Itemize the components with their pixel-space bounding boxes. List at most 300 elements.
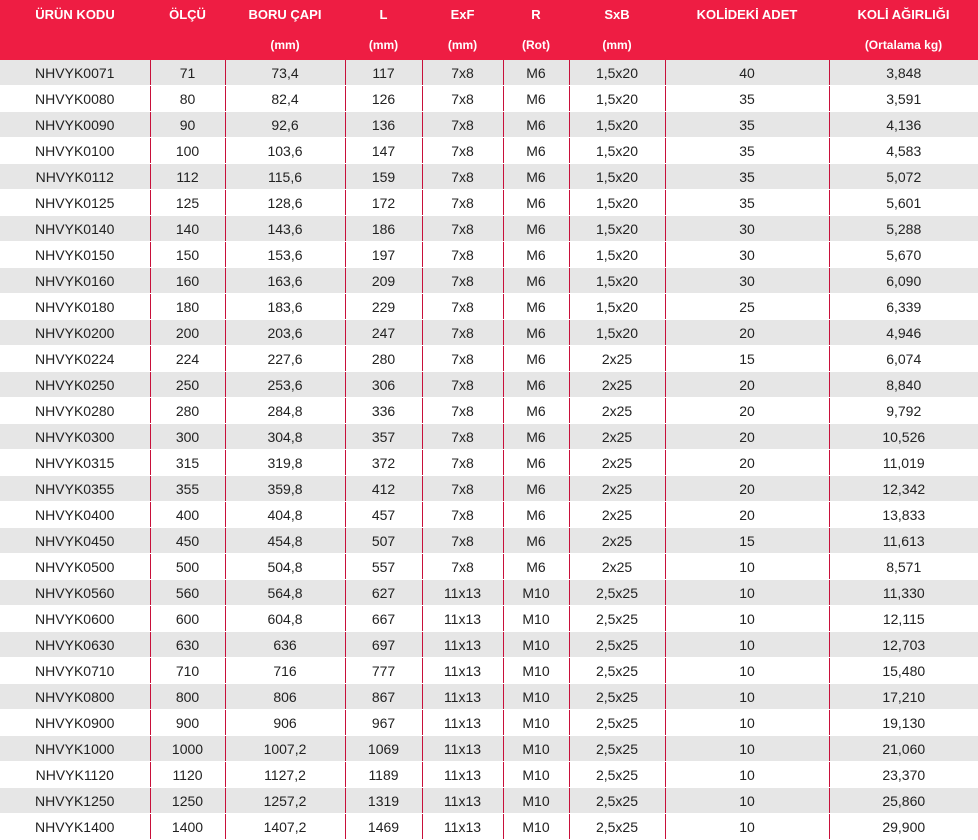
table-row [0,788,978,814]
cell-r: M6 [503,190,569,216]
cell-l: 867 [345,684,422,710]
cell-urun-kodu: NHVYK0160 [0,268,150,294]
cell-kolideki-adet: 10 [665,814,829,840]
cell-l: 159 [345,164,422,190]
cell-exf: 11x13 [422,684,503,710]
cell-kolideki-adet: 30 [665,268,829,294]
cell-olcu: 71 [150,60,225,86]
table-row [0,528,978,554]
cell-olcu: 600 [150,606,225,632]
cell-r: M10 [503,684,569,710]
header-r: R [503,0,569,30]
cell-urun-kodu: NHVYK0280 [0,398,150,424]
cell-r: M10 [503,762,569,788]
cell-l: 967 [345,710,422,736]
cell-urun-kodu: NHVYK1120 [0,762,150,788]
cell-exf: 7x8 [422,86,503,112]
cell-exf: 7x8 [422,476,503,502]
table-row [0,606,978,632]
cell-urun-kodu: NHVYK0180 [0,294,150,320]
cell-kolideki-adet: 10 [665,658,829,684]
cell-koli-agirligi: 3,848 [829,60,978,86]
cell-boru-capi: 906 [225,710,345,736]
unit-exf: (mm) [422,30,503,60]
cell-l: 627 [345,580,422,606]
cell-kolideki-adet: 35 [665,164,829,190]
cell-sxb: 1,5x20 [569,242,665,268]
cell-r: M6 [503,476,569,502]
header-kolideki-adet: KOLİDEKİ ADET [665,0,829,30]
table-row [0,736,978,762]
cell-exf: 7x8 [422,528,503,554]
cell-olcu: 900 [150,710,225,736]
cell-r: M6 [503,60,569,86]
cell-koli-agirligi: 11,613 [829,528,978,554]
cell-exf: 7x8 [422,398,503,424]
table-row [0,320,978,346]
cell-kolideki-adet: 20 [665,476,829,502]
cell-boru-capi: 404,8 [225,502,345,528]
cell-koli-agirligi: 11,019 [829,450,978,476]
table-row [0,86,978,112]
cell-r: M10 [503,736,569,762]
cell-boru-capi: 564,8 [225,580,345,606]
cell-kolideki-adet: 10 [665,580,829,606]
cell-boru-capi: 183,6 [225,294,345,320]
cell-koli-agirligi: 12,342 [829,476,978,502]
cell-urun-kodu: NHVYK0315 [0,450,150,476]
cell-urun-kodu: NHVYK0200 [0,320,150,346]
cell-exf: 11x13 [422,762,503,788]
cell-kolideki-adet: 30 [665,242,829,268]
cell-sxb: 2x25 [569,502,665,528]
cell-urun-kodu: NHVYK0100 [0,138,150,164]
cell-olcu: 450 [150,528,225,554]
cell-l: 1319 [345,788,422,814]
cell-exf: 7x8 [422,450,503,476]
cell-urun-kodu: NHVYK0300 [0,424,150,450]
cell-kolideki-adet: 35 [665,86,829,112]
cell-kolideki-adet: 10 [665,710,829,736]
unit-r: (Rot) [503,30,569,60]
cell-sxb: 1,5x20 [569,138,665,164]
cell-exf: 7x8 [422,242,503,268]
cell-boru-capi: 454,8 [225,528,345,554]
table-row [0,216,978,242]
cell-l: 1189 [345,762,422,788]
cell-boru-capi: 115,6 [225,164,345,190]
cell-sxb: 1,5x20 [569,60,665,86]
cell-sxb: 1,5x20 [569,86,665,112]
cell-l: 557 [345,554,422,580]
cell-koli-agirligi: 10,526 [829,424,978,450]
cell-l: 336 [345,398,422,424]
table-row [0,190,978,216]
cell-koli-agirligi: 5,288 [829,216,978,242]
cell-r: M10 [503,632,569,658]
cell-l: 147 [345,138,422,164]
cell-r: M6 [503,164,569,190]
cell-r: M6 [503,268,569,294]
cell-r: M6 [503,216,569,242]
cell-exf: 11x13 [422,658,503,684]
cell-r: M6 [503,528,569,554]
cell-olcu: 315 [150,450,225,476]
cell-urun-kodu: NHVYK0140 [0,216,150,242]
cell-kolideki-adet: 10 [665,684,829,710]
cell-kolideki-adet: 15 [665,528,829,554]
cell-boru-capi: 203,6 [225,320,345,346]
cell-sxb: 2,5x25 [569,762,665,788]
cell-exf: 7x8 [422,372,503,398]
cell-r: M6 [503,346,569,372]
cell-kolideki-adet: 10 [665,762,829,788]
cell-koli-agirligi: 4,136 [829,112,978,138]
cell-kolideki-adet: 10 [665,554,829,580]
cell-kolideki-adet: 15 [665,346,829,372]
cell-exf: 7x8 [422,424,503,450]
cell-boru-capi: 359,8 [225,476,345,502]
cell-olcu: 250 [150,372,225,398]
table-row [0,242,978,268]
cell-r: M6 [503,294,569,320]
cell-koli-agirligi: 5,670 [829,242,978,268]
cell-exf: 7x8 [422,502,503,528]
cell-urun-kodu: NHVYK0560 [0,580,150,606]
cell-l: 306 [345,372,422,398]
header-unit-row [0,30,978,60]
cell-exf: 11x13 [422,580,503,606]
cell-r: M10 [503,580,569,606]
cell-urun-kodu: NHVYK0400 [0,502,150,528]
cell-l: 667 [345,606,422,632]
cell-r: M6 [503,320,569,346]
cell-l: 1469 [345,814,422,840]
cell-l: 280 [345,346,422,372]
table-row [0,476,978,502]
cell-urun-kodu: NHVYK0355 [0,476,150,502]
cell-kolideki-adet: 20 [665,320,829,346]
cell-boru-capi: 806 [225,684,345,710]
cell-exf: 7x8 [422,138,503,164]
cell-boru-capi: 253,6 [225,372,345,398]
cell-sxb: 2x25 [569,398,665,424]
cell-exf: 7x8 [422,554,503,580]
cell-sxb: 2x25 [569,372,665,398]
cell-koli-agirligi: 6,339 [829,294,978,320]
table-row [0,450,978,476]
cell-olcu: 560 [150,580,225,606]
cell-r: M10 [503,814,569,840]
cell-sxb: 2,5x25 [569,710,665,736]
cell-urun-kodu: NHVYK0112 [0,164,150,190]
header-label-row [0,0,978,30]
cell-koli-agirligi: 6,090 [829,268,978,294]
cell-r: M6 [503,502,569,528]
cell-sxb: 2,5x25 [569,632,665,658]
cell-l: 777 [345,658,422,684]
unit-koli-agirligi: (Ortalama kg) [829,30,978,60]
header-olcu: ÖLÇÜ [150,0,225,30]
cell-urun-kodu: NHVYK1400 [0,814,150,840]
cell-urun-kodu: NHVYK0150 [0,242,150,268]
table-header [0,0,978,60]
cell-boru-capi: 128,6 [225,190,345,216]
cell-exf: 7x8 [422,268,503,294]
cell-olcu: 224 [150,346,225,372]
table-row [0,424,978,450]
cell-sxb: 1,5x20 [569,112,665,138]
cell-koli-agirligi: 4,946 [829,320,978,346]
cell-l: 372 [345,450,422,476]
cell-koli-agirligi: 6,074 [829,346,978,372]
cell-urun-kodu: NHVYK0710 [0,658,150,684]
cell-exf: 11x13 [422,788,503,814]
cell-boru-capi: 1127,2 [225,762,345,788]
cell-olcu: 280 [150,398,225,424]
unit-boru-capi: (mm) [225,30,345,60]
table-row [0,112,978,138]
cell-olcu: 200 [150,320,225,346]
cell-sxb: 2,5x25 [569,580,665,606]
cell-urun-kodu: NHVYK0224 [0,346,150,372]
cell-olcu: 112 [150,164,225,190]
cell-kolideki-adet: 35 [665,138,829,164]
cell-kolideki-adet: 20 [665,372,829,398]
cell-olcu: 300 [150,424,225,450]
cell-kolideki-adet: 20 [665,398,829,424]
cell-koli-agirligi: 5,601 [829,190,978,216]
cell-koli-agirligi: 8,571 [829,554,978,580]
cell-exf: 11x13 [422,632,503,658]
cell-koli-agirligi: 12,115 [829,606,978,632]
cell-olcu: 90 [150,112,225,138]
cell-koli-agirligi: 23,370 [829,762,978,788]
header-koli-agirligi: KOLİ AĞIRLIĞI [829,0,978,30]
cell-olcu: 140 [150,216,225,242]
cell-sxb: 1,5x20 [569,294,665,320]
table-row [0,398,978,424]
cell-r: M6 [503,372,569,398]
header-exf: ExF [422,0,503,30]
cell-olcu: 125 [150,190,225,216]
cell-boru-capi: 304,8 [225,424,345,450]
unit-kolideki-adet [665,30,829,60]
cell-olcu: 1400 [150,814,225,840]
cell-r: M6 [503,86,569,112]
cell-olcu: 1120 [150,762,225,788]
unit-olcu [150,30,225,60]
header-boru-capi: BORU ÇAPI [225,0,345,30]
cell-urun-kodu: NHVYK0450 [0,528,150,554]
unit-l: (mm) [345,30,422,60]
cell-r: M10 [503,606,569,632]
header-urun-kodu: ÜRÜN KODU [0,0,150,30]
cell-sxb: 2x25 [569,476,665,502]
cell-r: M10 [503,658,569,684]
table-row [0,710,978,736]
cell-urun-kodu: NHVYK0071 [0,60,150,86]
cell-olcu: 1000 [150,736,225,762]
unit-sxb: (mm) [569,30,665,60]
cell-koli-agirligi: 25,860 [829,788,978,814]
cell-koli-agirligi: 3,591 [829,86,978,112]
cell-koli-agirligi: 5,072 [829,164,978,190]
cell-kolideki-adet: 25 [665,294,829,320]
cell-sxb: 1,5x20 [569,320,665,346]
cell-l: 357 [345,424,422,450]
cell-olcu: 355 [150,476,225,502]
cell-l: 247 [345,320,422,346]
cell-sxb: 2,5x25 [569,684,665,710]
cell-exf: 11x13 [422,736,503,762]
cell-sxb: 2x25 [569,424,665,450]
cell-koli-agirligi: 17,210 [829,684,978,710]
cell-l: 1069 [345,736,422,762]
cell-boru-capi: 153,6 [225,242,345,268]
cell-r: M6 [503,112,569,138]
cell-olcu: 1250 [150,788,225,814]
cell-l: 412 [345,476,422,502]
cell-boru-capi: 604,8 [225,606,345,632]
cell-boru-capi: 227,6 [225,346,345,372]
cell-boru-capi: 1407,2 [225,814,345,840]
table-row [0,580,978,606]
cell-koli-agirligi: 19,130 [829,710,978,736]
table-row [0,632,978,658]
cell-l: 126 [345,86,422,112]
table-row [0,658,978,684]
cell-r: M10 [503,788,569,814]
cell-olcu: 100 [150,138,225,164]
cell-koli-agirligi: 15,480 [829,658,978,684]
cell-urun-kodu: NHVYK0630 [0,632,150,658]
cell-olcu: 400 [150,502,225,528]
cell-boru-capi: 1007,2 [225,736,345,762]
cell-urun-kodu: NHVYK0090 [0,112,150,138]
cell-r: M6 [503,554,569,580]
cell-sxb: 2,5x25 [569,788,665,814]
table-body [0,60,978,840]
cell-koli-agirligi: 4,583 [829,138,978,164]
cell-exf: 7x8 [422,216,503,242]
cell-exf: 7x8 [422,346,503,372]
cell-r: M6 [503,424,569,450]
cell-kolideki-adet: 20 [665,424,829,450]
cell-r: M6 [503,398,569,424]
table-row [0,138,978,164]
cell-l: 197 [345,242,422,268]
cell-sxb: 2,5x25 [569,606,665,632]
cell-sxb: 1,5x20 [569,216,665,242]
cell-urun-kodu: NHVYK0800 [0,684,150,710]
table-row [0,60,978,86]
unit-urun-kodu [0,30,150,60]
table-row [0,346,978,372]
cell-l: 507 [345,528,422,554]
cell-olcu: 160 [150,268,225,294]
cell-exf: 7x8 [422,294,503,320]
cell-koli-agirligi: 13,833 [829,502,978,528]
cell-olcu: 500 [150,554,225,580]
cell-boru-capi: 1257,2 [225,788,345,814]
header-l: L [345,0,422,30]
cell-urun-kodu: NHVYK0500 [0,554,150,580]
cell-exf: 7x8 [422,60,503,86]
cell-sxb: 2,5x25 [569,658,665,684]
table-row [0,164,978,190]
cell-sxb: 2x25 [569,450,665,476]
cell-koli-agirligi: 9,792 [829,398,978,424]
table-row [0,268,978,294]
cell-exf: 7x8 [422,112,503,138]
cell-l: 186 [345,216,422,242]
table-row [0,762,978,788]
cell-koli-agirligi: 29,900 [829,814,978,840]
cell-olcu: 710 [150,658,225,684]
table-row [0,554,978,580]
table-row [0,372,978,398]
cell-r: M10 [503,710,569,736]
cell-boru-capi: 103,6 [225,138,345,164]
cell-koli-agirligi: 8,840 [829,372,978,398]
cell-kolideki-adet: 10 [665,606,829,632]
cell-sxb: 2,5x25 [569,814,665,840]
cell-olcu: 80 [150,86,225,112]
cell-kolideki-adet: 35 [665,190,829,216]
cell-kolideki-adet: 40 [665,60,829,86]
cell-kolideki-adet: 10 [665,788,829,814]
cell-urun-kodu: NHVYK0125 [0,190,150,216]
table-row [0,294,978,320]
cell-olcu: 150 [150,242,225,268]
cell-koli-agirligi: 21,060 [829,736,978,762]
cell-l: 172 [345,190,422,216]
cell-boru-capi: 82,4 [225,86,345,112]
cell-l: 457 [345,502,422,528]
cell-boru-capi: 73,4 [225,60,345,86]
cell-kolideki-adet: 35 [665,112,829,138]
cell-urun-kodu: NHVYK0080 [0,86,150,112]
cell-exf: 11x13 [422,814,503,840]
cell-l: 136 [345,112,422,138]
cell-exf: 11x13 [422,710,503,736]
cell-sxb: 2x25 [569,554,665,580]
table-row [0,814,978,840]
cell-kolideki-adet: 10 [665,736,829,762]
cell-sxb: 2x25 [569,346,665,372]
cell-l: 209 [345,268,422,294]
cell-urun-kodu: NHVYK1000 [0,736,150,762]
table-row [0,684,978,710]
table-row [0,502,978,528]
cell-urun-kodu: NHVYK0600 [0,606,150,632]
cell-kolideki-adet: 20 [665,450,829,476]
cell-urun-kodu: NHVYK1250 [0,788,150,814]
cell-boru-capi: 504,8 [225,554,345,580]
cell-sxb: 2,5x25 [569,736,665,762]
cell-boru-capi: 636 [225,632,345,658]
cell-boru-capi: 143,6 [225,216,345,242]
cell-olcu: 180 [150,294,225,320]
cell-koli-agirligi: 11,330 [829,580,978,606]
cell-exf: 7x8 [422,190,503,216]
cell-sxb: 2x25 [569,528,665,554]
cell-boru-capi: 319,8 [225,450,345,476]
cell-r: M6 [503,450,569,476]
cell-boru-capi: 92,6 [225,112,345,138]
cell-urun-kodu: NHVYK0900 [0,710,150,736]
